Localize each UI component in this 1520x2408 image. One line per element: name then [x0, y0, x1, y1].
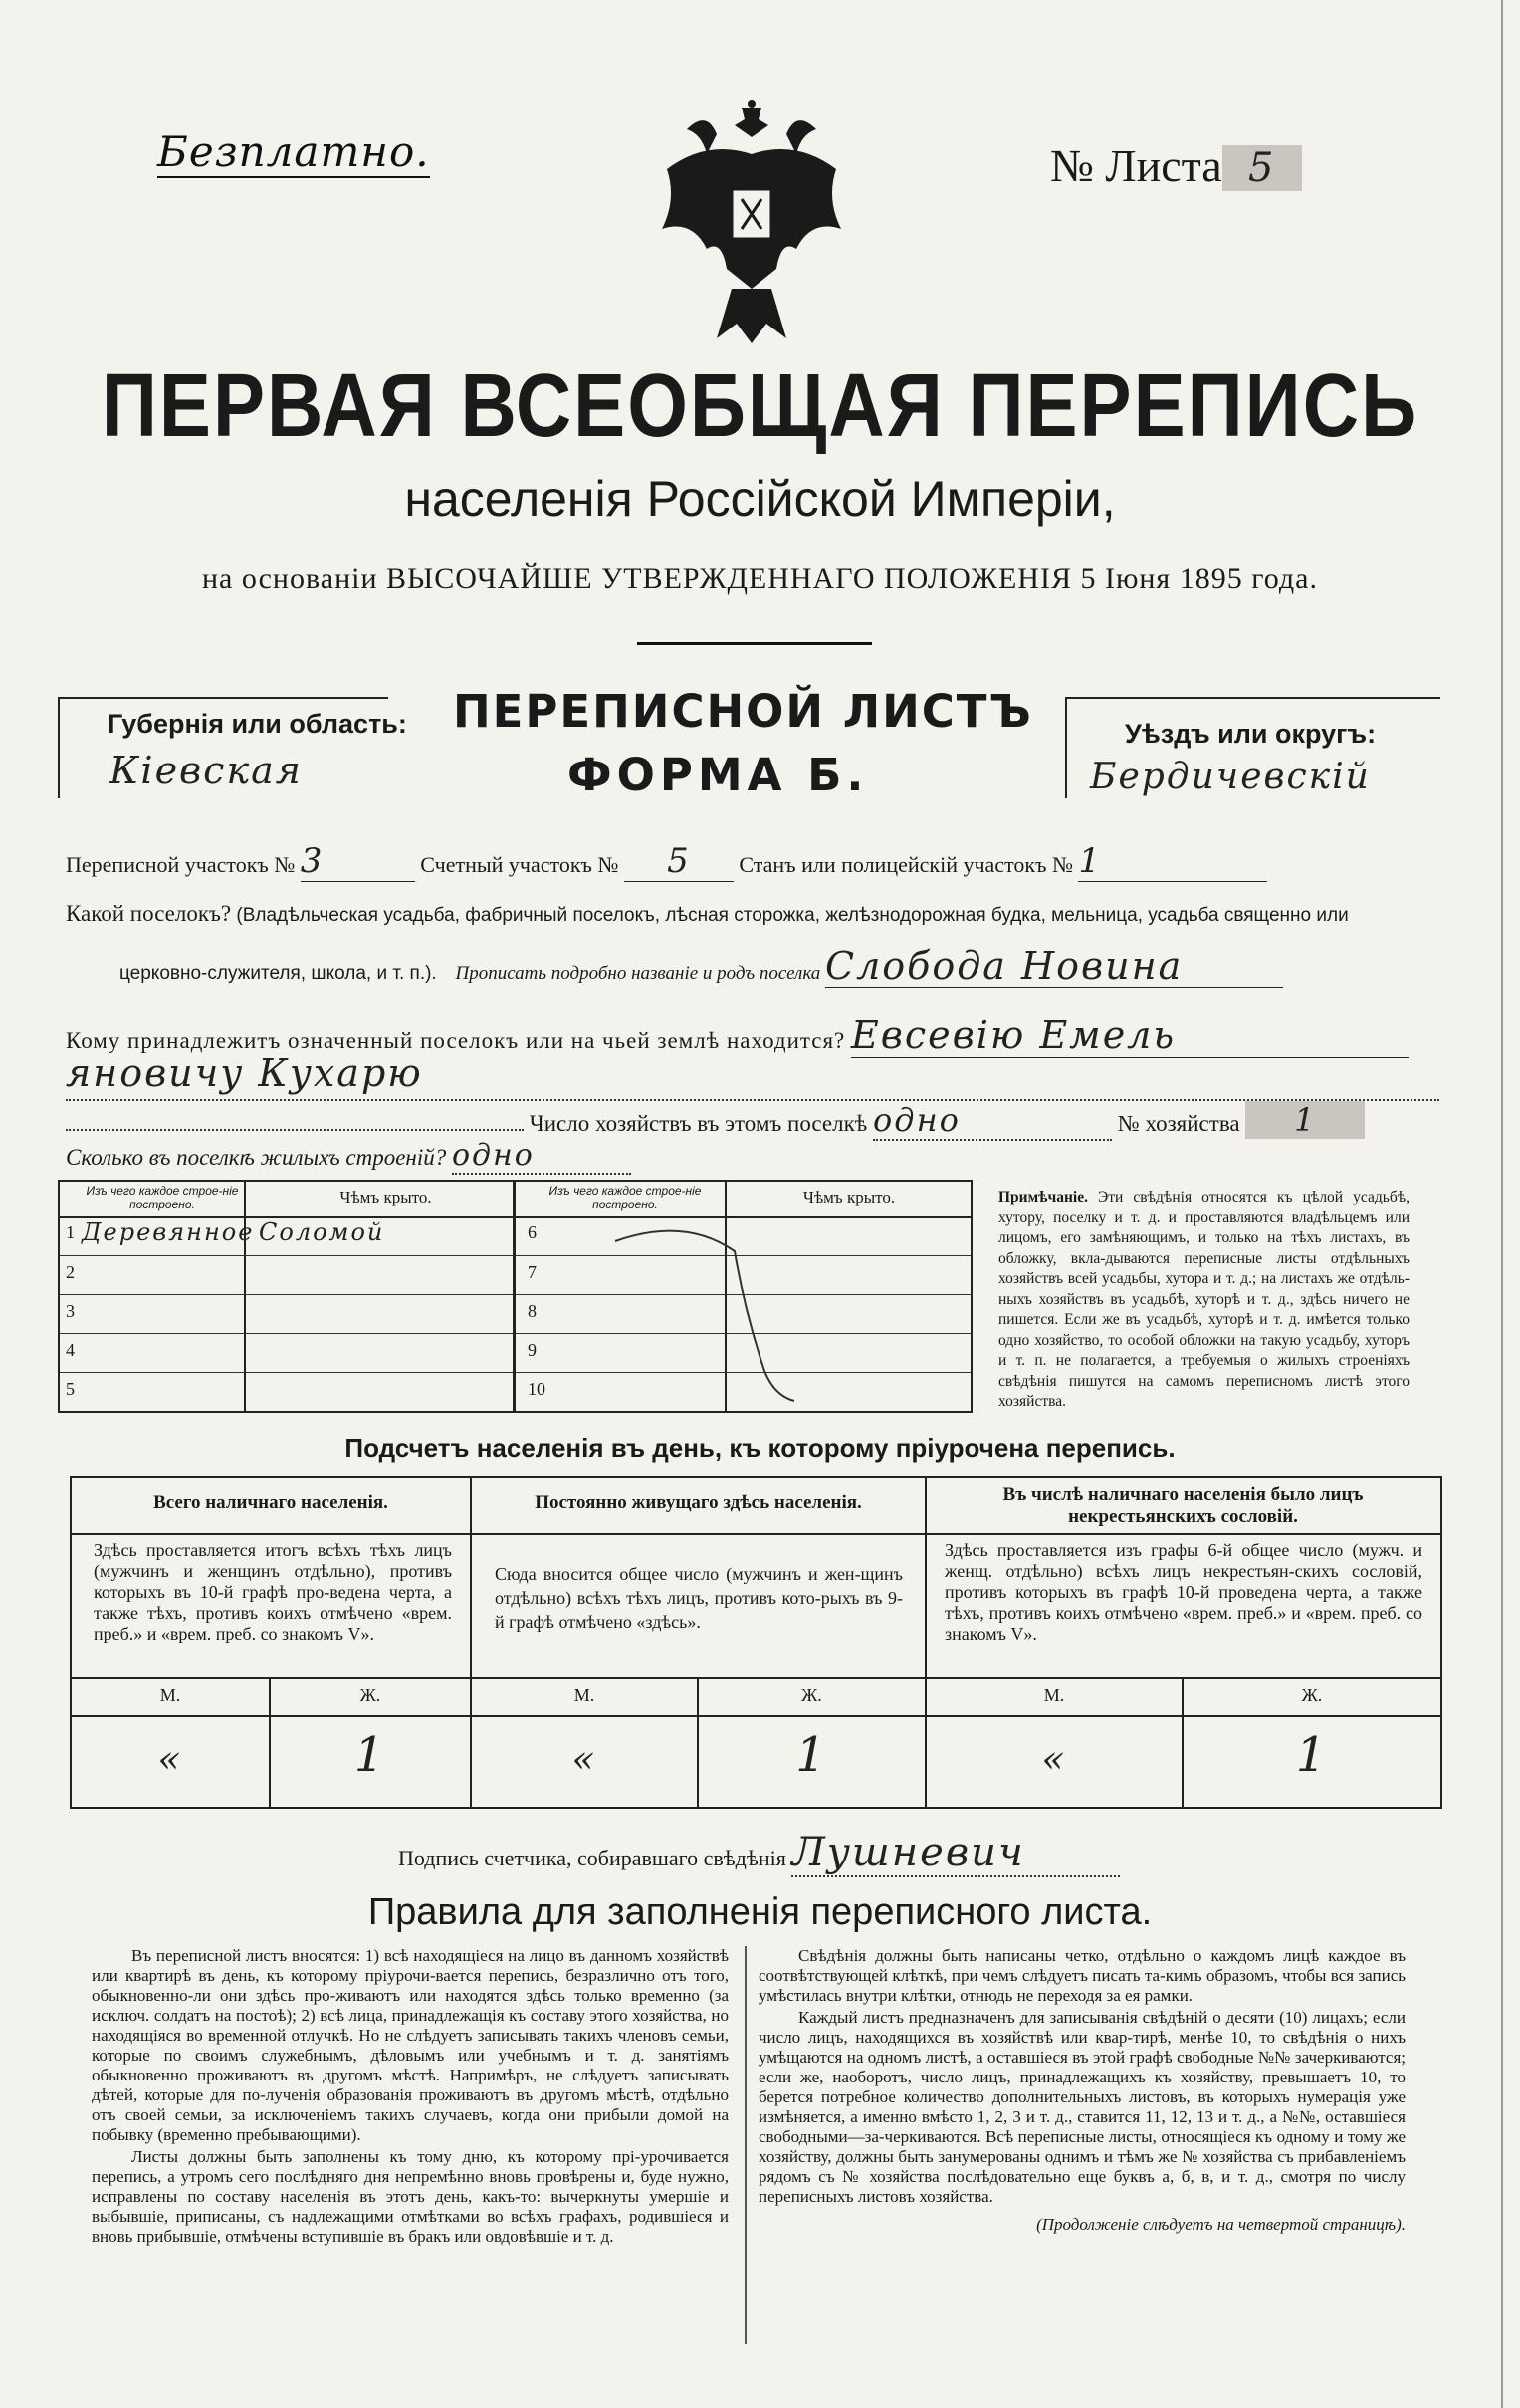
census-title: ПЕРВАЯ ВСЕОБЩАЯ ПЕРЕПИСЬ — [101, 354, 1419, 456]
table-row — [60, 1216, 513, 1256]
stan-value: 1 — [1078, 841, 1267, 882]
pop-col2-desc: Сюда вносится общее число (мужчинъ и жен-щинъ отдѣльно) всѣхъ тѣхъ лицъ, противъ кото-рыхъ въ 9-й графѣ отмѣчено «здѣсь». — [495, 1564, 903, 1632]
row-number: 2 — [66, 1262, 75, 1282]
census-district-row — [66, 841, 1439, 881]
roof-header: Чѣмъ крыто. — [339, 1188, 432, 1206]
census-basis: на основаніи ВЫСОЧАЙШЕ УТВЕРЖДЕННАГО ПОЛОЖЕНІЯ 5 Іюня 1895 года. — [202, 562, 1318, 595]
note-label: Примѣчаніе. — [998, 1189, 1088, 1205]
pop-col3-f-value: 1 — [1295, 1727, 1329, 1783]
pop-col2-m-value: « — [571, 1737, 597, 1781]
households-row — [66, 1101, 1439, 1141]
signature-row — [398, 1830, 1194, 1877]
note-block — [998, 1188, 1410, 1413]
pop-col1-m-label: М. — [159, 1685, 181, 1705]
buildings-label: Сколько въ поселкѣ жилыхъ строеній? — [66, 1145, 447, 1170]
free-label: Безплатно. — [157, 127, 430, 176]
row-number: 8 — [528, 1301, 537, 1321]
settlement-question: Какой поселокъ? — [66, 901, 232, 926]
row-number: 6 — [528, 1222, 537, 1242]
rules-right-paragraph-1: Свѣдѣнія должны быть написаны четко, отдѣльно о каждомъ лицѣ каждое въ соотвѣтствующей клѣткѣ, при чемъ слѣдуетъ писать та-кимъ образомъ, чтобы вся запись умѣстилась внутри клѣтки, отнюдь не переходя за ея рамки. — [759, 1946, 1406, 2005]
signature-label: Подпись счетчика, собиравшаго свѣдѣнія — [398, 1846, 786, 1870]
pop-col2-m-label: М. — [573, 1685, 595, 1705]
sheet-number-label: № Листа — [1050, 140, 1222, 191]
buildings-row — [66, 1138, 962, 1175]
settlement-value: Слобода Новина — [825, 944, 1283, 988]
table-row — [60, 1295, 513, 1334]
title-divider — [637, 642, 872, 645]
uezd-value: Бердичевскій — [1090, 757, 1371, 797]
list-title: ПЕРЕПИСНОЙ ЛИСТЪ — [453, 685, 1033, 738]
settlement-hint-2: церковно-служителя, школа, и т. п.). — [119, 963, 437, 984]
population-table — [70, 1476, 1442, 1809]
stan-label: Станъ или полицейскій участокъ № — [739, 852, 1073, 877]
pop-col2-f-label: Ж. — [801, 1685, 822, 1705]
pop-desc-rule — [72, 1677, 1440, 1679]
pop-col1-m-value: « — [157, 1737, 183, 1781]
roof-header: Чѣмъ крыто. — [802, 1188, 896, 1206]
rules-right-column — [759, 1946, 1406, 2235]
signature-value: Лушневич — [791, 1830, 1120, 1877]
row-number: 10 — [528, 1379, 545, 1399]
census-district-value: 3 — [301, 841, 415, 882]
pop-col3-head: Въ числѣ наличнаго населенія было лицъ некрестьянскихъ сословій. — [1002, 1484, 1364, 1527]
buildings-table — [58, 1180, 973, 1413]
pop-col1-f-label: Ж. — [359, 1685, 381, 1705]
row-number: 1 — [66, 1222, 75, 1242]
settlement-row — [119, 944, 1439, 987]
household-number-label: № хозяйства — [1117, 1111, 1240, 1136]
pop-mf-rule — [72, 1715, 1440, 1717]
counting-district-label: Счетный участокъ № — [420, 852, 619, 877]
pop-col3-m-value: « — [1041, 1737, 1067, 1781]
rules-continued: (Продолженіе слѣдуетъ на четвертой страницѣ). — [1036, 2215, 1406, 2234]
pop-col1-head: Всего наличнаго населенія. — [153, 1492, 388, 1513]
households-leader — [66, 1111, 524, 1131]
census-subtitle: населенія Россійской Имперіи, — [404, 471, 1116, 527]
note-text: Эти свѣдѣнія относятся къ цѣлой усадьбѣ, хутору, поселку и т. д. и проставляются владѣльцемъ или лицомъ, его замѣняющимъ, и только на тѣхъ листахъ, въ обложку, вкла-дываются переписные листы отдѣльныхъ хозяйствъ всей усадьбы, хутора и т. д.; на листахъ же отдѣль-ныхъ хозяйствъ въ усадьбѣ, хуторѣ и т. д., здѣсь ничего не пишется. Если же въ усадьбѣ, хуторѣ и т. д. имѣется только одно хозяйство, то особой обложки на такую усадьбу, хуторъ и т. п. не полагается, а требуемыя о жилыхъ строеніяхъ свѣдѣнія пишутся на самомъ переписномъ листѣ этого хозяйства. — [998, 1189, 1411, 1410]
settlement-hint: (Владѣльческая усадьба, фабричный поселокъ, лѣсная сторожка, желѣзнодорожная будка, мельница, усадьба священно или — [236, 905, 1349, 926]
population-heading: Подсчетъ населенія въ день, къ которому пріурочена перепись. — [344, 1433, 1176, 1463]
owner-value-continued: яновичу Кухарю — [66, 1051, 1439, 1101]
row-number: 7 — [528, 1262, 537, 1282]
pop-col3-f-label: Ж. — [1301, 1685, 1323, 1705]
sheet-number — [1050, 139, 1302, 192]
rules-title: Правила для заполненія переписного листа. — [367, 1891, 1153, 1933]
census-district-label: Переписной участокъ № — [66, 852, 296, 877]
material-header: Изъ чего каждое строе-ніе построено. — [548, 1184, 702, 1211]
row-material: Деревянное — [82, 1218, 255, 1246]
owner-value: Евсевію Емель — [851, 1013, 1409, 1058]
table-row — [60, 1334, 513, 1373]
uezd-label: Уѣздъ или округъ: — [1125, 719, 1377, 749]
rules-left-paragraph-1: Въ переписной листъ вносятся: 1) всѣ находящіеся на лицо въ данномъ хозяйствѣ или квартирѣ въ день, къ которому пріурочи-вается перепись, безразлично отъ того, обыкновенно-ли они здѣсь про-живаютъ или находятся здѣсь только временно (за исключ. солдатъ на постоѣ); 2) всѣ лица, принадлежащія къ составу этого хозяйства, но находящіяся во временной отлучкѣ. Но не слѣдуетъ записывать такихъ членовъ семьи, которые по своимъ служебнымъ, дѣловымъ или учебнымъ и т. д. занятіямъ обыкновенно проживаютъ въ другомъ мѣстѣ. Напримѣръ, не слѣдуетъ записывать дѣтей, которые для по-лученія образованія проживаютъ въ другомъ мѣстѣ, отдѣльно отъ своей семьи, за исключеніемъ такихъ случаевъ, когда они прибыли домой на побывку (временно пребывающими). — [92, 1946, 729, 2144]
buildings-rows-left — [60, 1216, 513, 1411]
row-number: 4 — [66, 1340, 75, 1360]
owner-label: Кому принадлежитъ означенный поселокъ или на чьей землѣ находится? — [66, 1028, 846, 1053]
buildings-value: одно — [452, 1138, 631, 1175]
material-header: Изъ чего каждое строе-ніе построено. — [86, 1184, 239, 1211]
rules-left-column — [92, 1946, 729, 2247]
gubernia-value: Кіевская — [109, 749, 303, 792]
row-number: 3 — [66, 1301, 75, 1321]
table-row — [60, 1373, 513, 1411]
imperial-eagle-emblem — [647, 100, 856, 348]
pop-col3-desc: Здѣсь проставляется изъ графы 6-й общее число (мужч. и женщ. отдѣльно) всѣхъ лицъ некрестьян-скихъ сословій, противъ которыхъ въ графѣ 10-й проведена черта, а также тѣхъ, противъ коихъ отмѣчено «врем. преб.» и «врем. преб. со знакомъ V». — [945, 1540, 1422, 1643]
pop-col1-desc: Здѣсь проставляется итогъ всѣхъ тѣхъ лицъ (мужчинъ и женщинъ отдѣльно), противъ которыхъ въ 10-й графѣ про-ведена черта, а также тѣхъ, противъ коихъ отмѣчено «врем. преб.» и «врем. преб. со знакомъ V». — [94, 1540, 452, 1643]
pop-head-rule — [72, 1533, 1440, 1535]
pop-col2-f-value: 1 — [795, 1727, 828, 1783]
counting-district-value: 5 — [624, 841, 734, 882]
buildings-left-half — [60, 1182, 513, 1411]
rules-right-paragraph-2: Каждый листъ предназначенъ для записыванія свѣдѣній о десяти (10) лицахъ; если число лицъ, находящихся въ хозяйствѣ или квар-тирѣ, менѣе 10, то свѣдѣнія о нихъ умѣщаются на одномъ листѣ, а оставшіеся въ этой графѣ свободные №№ зачеркиваются; если же, наоборотъ, число лицъ, принадлежащихъ къ хозяйству, превышаетъ 10, то берется потребное количество дополнительныхъ листовъ, въ которыхъ нумерація уже измѣняется, а именно вмѣсто 1, 2, 3 и т. д., ставится 11, 12, 13 и т. д., а №№, оставшіеся свободными—за-черкиваются. Всѣ переписные листы, относящіеся къ одному и тому же хозяйству, должны быть занумерованы однимъ и тѣмъ же № хозяйства съ прибавленіемъ рядомъ съ № хозяйства послѣдовательно еще буквъ а, б, в, и т. д., смотря по числу переписныхъ листовъ хозяйства. — [759, 2008, 1406, 2206]
households-value: одно — [873, 1101, 1112, 1141]
row-number: 5 — [66, 1379, 75, 1399]
settlement-question-row — [66, 901, 1439, 927]
pop-col3-m-label: М. — [1043, 1685, 1065, 1705]
pop-col1-f-value: 1 — [353, 1727, 387, 1783]
pop-col2-head: Постоянно живущаго здѣсь населенія. — [535, 1492, 862, 1513]
row-number: 9 — [528, 1340, 537, 1360]
table-row — [60, 1256, 513, 1295]
rules-column-divider — [745, 1946, 747, 2344]
settlement-hint-3: Прописать подробно названіе и родъ поселка — [455, 963, 821, 984]
row-roof: Соломой — [259, 1218, 385, 1246]
gubernia-label: Губернія или область: — [108, 709, 407, 739]
form-title: ФОРМА Б. — [567, 749, 869, 801]
rules-left-paragraph-2: Листы должны быть заполнены къ тому дню, къ которому прі-урочивается перепись, а утромъ сего послѣдняго дня непремѣнно вновь провѣрены и, буде нужно, исправлены по составу населенія въ этотъ день, какъ-то: вычеркнуты умершіе и выбывшіе, приписаны, съ надлежащими отмѣтками во всѣхъ графахъ, родившіеся и вновь прибывшіе, отмѣчены вступившіе въ бракъ или овдовѣвшіе и т. д. — [92, 2147, 729, 2246]
sheet-number-value: 5 — [1222, 145, 1302, 191]
cross-out-stroke — [595, 1221, 834, 1411]
households-label: Число хозяйствъ въ этомъ поселкѣ — [529, 1111, 868, 1136]
household-number-value: 1 — [1245, 1101, 1365, 1139]
buildings-right-half — [516, 1182, 971, 1411]
